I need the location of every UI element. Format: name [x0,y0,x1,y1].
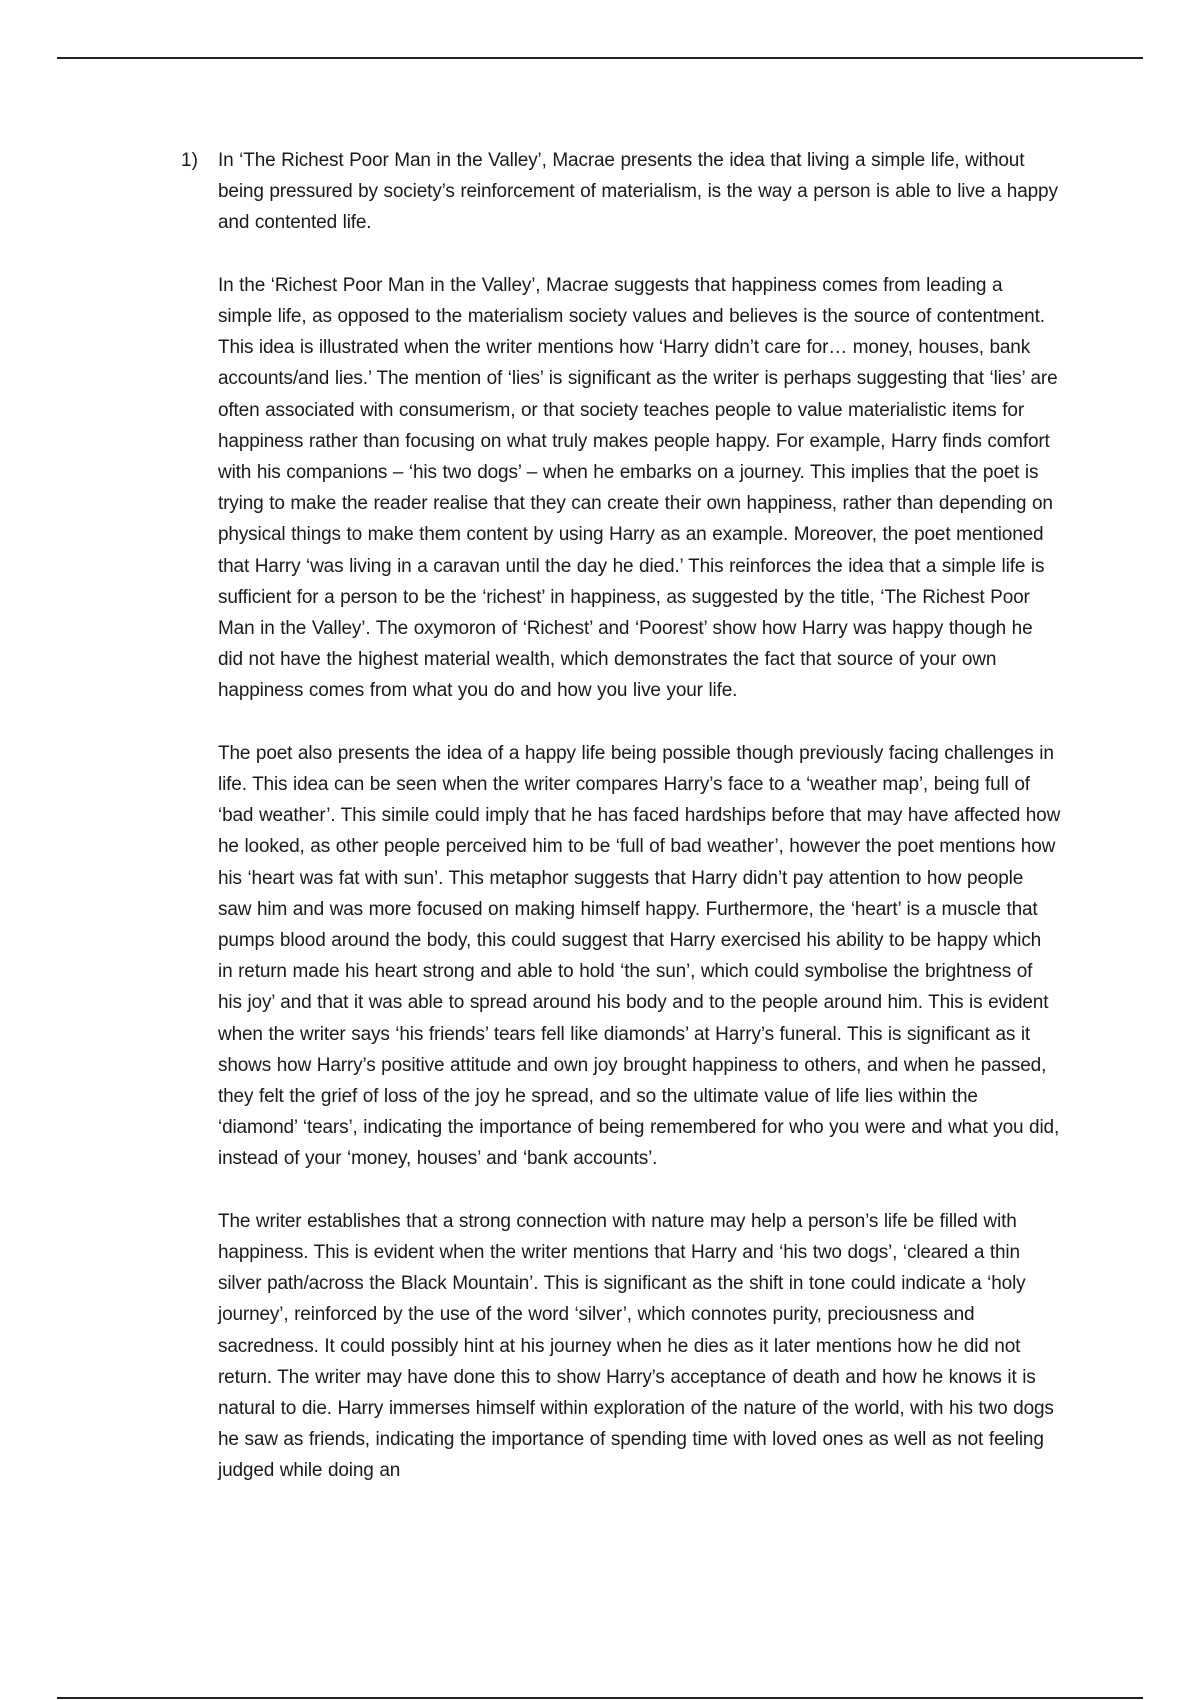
essay-paragraph-simple-life: In the ‘Richest Poor Man in the Valley’, Macrae suggests that happiness comes from leading a simple life, as opposed to the materialism society values and believes is the source of contentment. This idea is illustrated when the writer mentions how ‘Harry didn’t care for… money, houses, bank accounts/and lies.’ The mention of ‘lies’ is significant as the writer is perhaps suggesting that ‘lies’ are often associated with consumerism, or that society teaches people to value materialistic items for happiness rather than focusing on what truly makes people happy. For example, Harry finds comfort with his companions – ‘his two dogs’ – when he embarks on a journey. This implies that the poet is trying to make the reader realise that they can create their own happiness, rather than depending on physical things to make them content by using Harry as an example. Moreover, the poet mentioned that Harry ‘was living in a caravan until the day he died.’ This reinforces the idea that a simple life is sufficient for a person to be the ‘richest’ in happiness, as suggested by the title, ‘The Richest Poor Man in the Valley’. The oxymoron of ‘Richest’ and ‘Poorest’ show how Harry was happy though he did not have the highest material wealth, which demonstrates the fact that source of your own happiness comes from what you do and how you live your life. [218,274,1058,702]
essay-paragraph-challenges: The poet also presents the idea of a happy life being possible though previously facing challenges in life. This idea can be seen when the writer compares Harry’s face to a ‘weather map’, being full of ‘bad weather’. This simile could imply that he has faced hardships before that may have affected how he looked, as other people perceived him to be ‘full of bad weather’, however the poet mentions how his ‘heart was fat with sun’. This metaphor suggests that Harry didn’t pay attention to how people saw him and was more focused on making himself happy. Furthermore, the ‘heart’ is a muscle that pumps blood around the body, this could suggest that Harry exercised his ability to be happy which in return made his heart strong and able to hold ‘the sun’, which could symbolise the brightness of his joy’ and that it was able to spread around his body and to the people around him. This is evident when the writer says ‘his friends’ tears fell like diamonds’ at Harry’s funeral. This is significant as it shows how Harry’s positive attitude and own joy brought happiness to others, and when he passed, they felt the grief of loss of the joy he spread, and so the ultimate value of life lies within the ‘diamond’ ‘tears’, indicating the importance of being remembered for who you were and what you did, instead of your ‘money, houses’ and ‘bank accounts’. [218,742,1061,1170]
question-number: 1) [181,150,198,171]
page-top-rule [57,57,1143,59]
essay-body [218,145,1061,1487]
essay-paragraph-intro: In ‘The Richest Poor Man in the Valley’, Macrae presents the idea that living a simple life, without being pressured by society’s reinforcement of materialism, is the way a person is able to live a happy and contented life. [218,150,1058,234]
page-bottom-rule [57,1697,1143,1699]
essay-paragraph-nature: The writer establishes that a strong connection with nature may help a person’s life be filled with happiness. This is evident when the writer mentions that Harry and ‘his two dogs’, ‘cleared a thin silver path/across the Black Mountain’. This is significant as the shift in tone could indicate a ‘holy journey’, reinforced by the use of the word ‘silver’, which connotes purity, preciousness and sacredness. It could possibly hint at his journey when he dies as it later mentions how he did not return. The writer may have done this to show Harry’s acceptance of death and how he knows it is natural to die. Harry immerses himself within exploration of the nature of the world, with his two dogs he saw as friends, indicating the importance of spending time with loved ones as well as not feeling judged while doing an [218,1210,1054,1482]
